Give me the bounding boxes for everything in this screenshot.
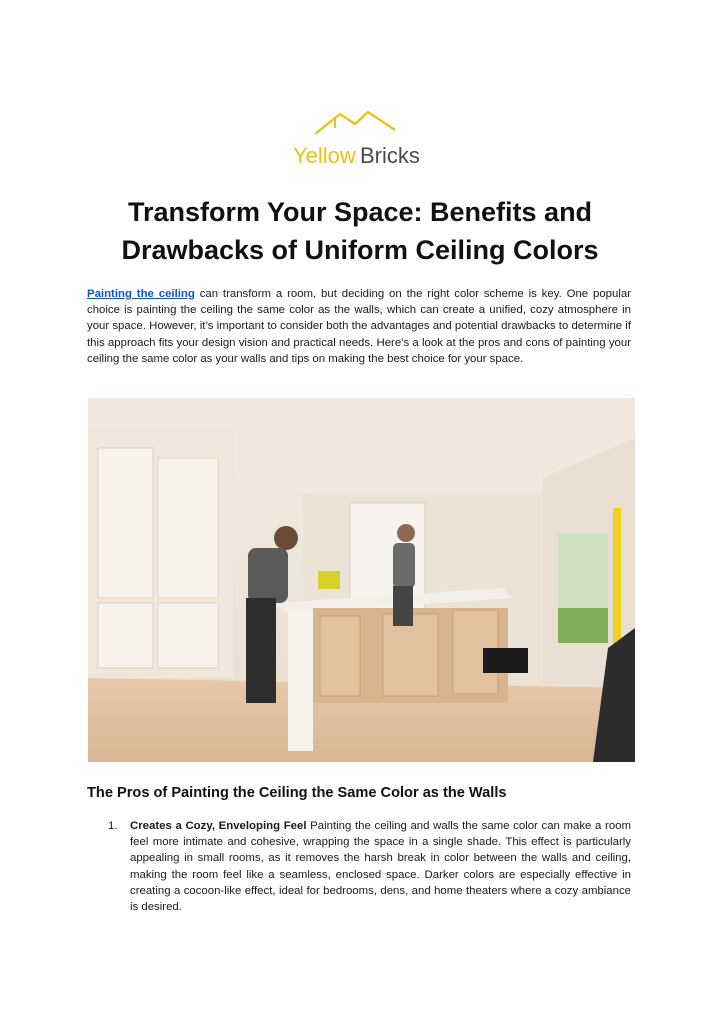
page-title: Transform Your Space: Benefits and Drawbacks of Uniform Ceiling Colors bbox=[121, 197, 599, 265]
intro-paragraph bbox=[87, 286, 631, 367]
logo-word-bricks: Bricks bbox=[360, 143, 420, 168]
logo-word-yellow: Yellow bbox=[293, 143, 356, 168]
painting-ceiling-link[interactable]: Painting the ceiling bbox=[87, 288, 195, 300]
list-item-number: 1. bbox=[108, 820, 118, 832]
list-item-text: Painting the ceiling and walls the same color can make a room feel more intimate and cohesive, wrapping the space in a single shade. This effect is particularly appealing in small rooms, as it removes the harsh break in color between the walls and ceiling, making the room feel like a seamless, enclosed space. Darker colors are especially effective in creating a cocoon-like effect, ideal for bedrooms, dens, and home theaters where a cozy ambiance is desired. bbox=[130, 820, 631, 914]
pros-list bbox=[87, 818, 631, 915]
kitchen-renovation-photo bbox=[88, 398, 635, 762]
intro-body-text: can transform a room, but deciding on the right color scheme is key. One popular choice is painting the ceiling the same color as the walls, which can create a unified, cozy atmosphere in your space. However, it’s important to consider both the advantages and potential drawbacks to determine if this approach fits your design vision and practical needs. Here’s a look at the pros and cons of painting your ceiling the same color as your walls and tips on making the best choice for your space. bbox=[87, 288, 631, 365]
brand-logo bbox=[0, 104, 720, 170]
list-item bbox=[87, 818, 631, 915]
list-item-lead: Creates a Cozy, Enveloping Feel bbox=[130, 820, 307, 832]
house-roof-icon bbox=[285, 104, 435, 170]
section-heading: The Pros of Painting the Ceiling the Same Color as the Walls bbox=[87, 785, 507, 801]
